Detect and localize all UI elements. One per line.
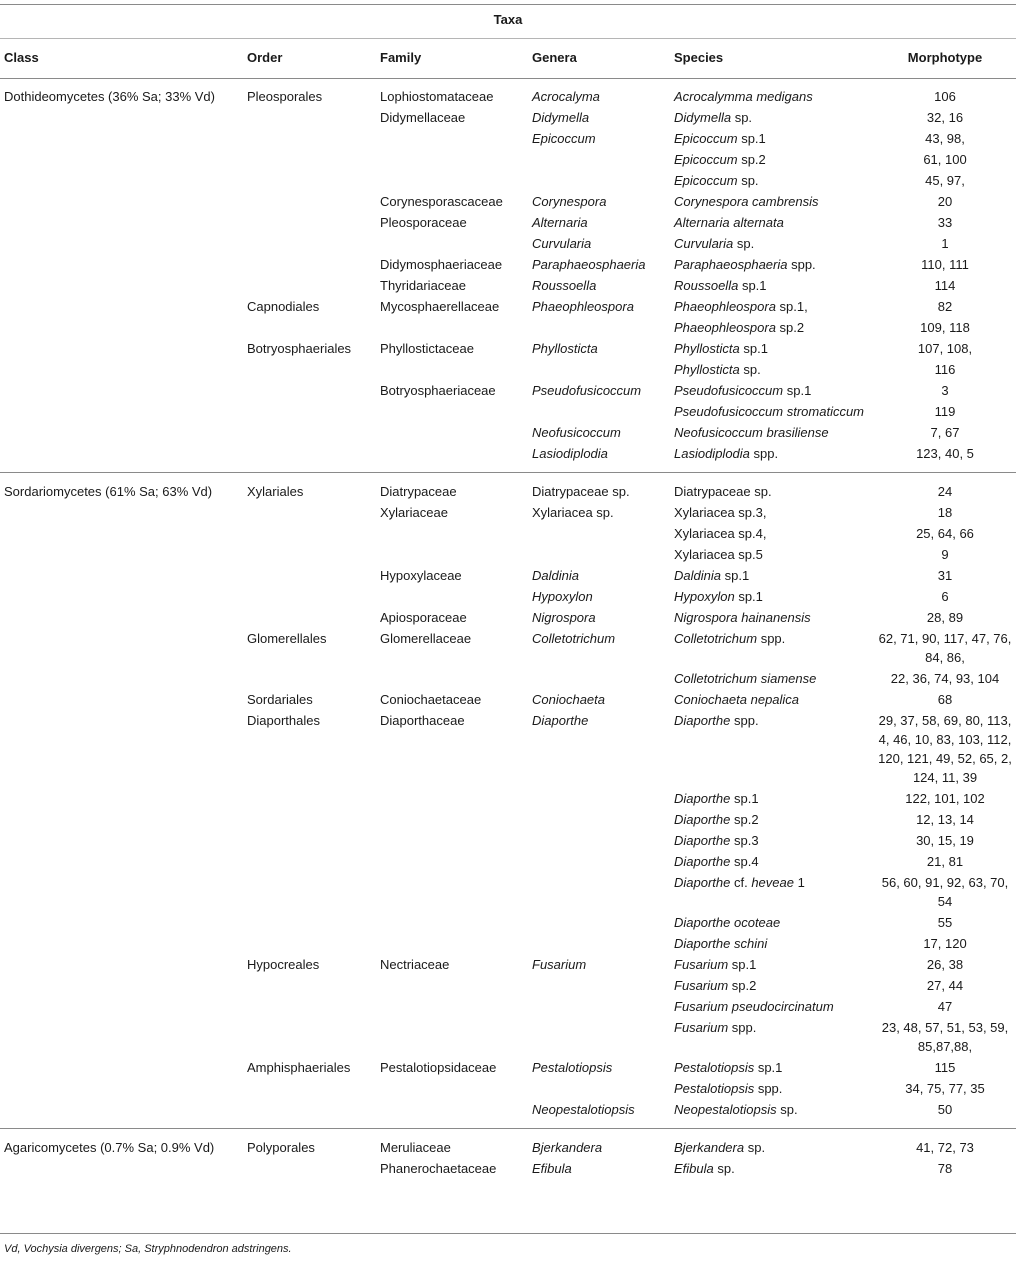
genus-cell: Phaeophleospora [532,299,634,314]
family-cell: Botryosphaeriaceae [380,383,496,398]
table-row [0,996,1016,1017]
species-cell: Hypoxylon sp.1 [674,589,763,604]
table-row [0,933,1016,954]
morphotype-cell: 62, 71, 90, 117, 47, 76, 84, 86, [878,631,1012,665]
morphotype-cell: 22, 36, 74, 93, 104 [890,671,1000,686]
species-cell: Pseudofusicoccum sp.1 [674,383,812,398]
order-cell: Capnodiales [247,299,320,314]
species-cell: Nigrospora hainanensis [674,610,811,625]
family-cell: Pestalotiopsidaceae [380,1060,497,1075]
species-cell: Diaporthe sp.4 [674,854,759,869]
table-bottom-rule [0,1233,1016,1234]
genus-cell: Pseudofusicoccum [532,383,642,398]
table-row [0,443,1016,464]
genus-cell: Efibula [532,1161,572,1176]
species-cell: Fusarium sp.1 [674,957,757,972]
species-cell: Diaporthe sp.1 [674,791,759,806]
genus-cell: Xylariacea sp. [532,505,614,520]
morphotype-cell: 33 [937,215,953,230]
morphotype-cell: 119 [934,404,956,419]
morphotype-cell: 45, 97, [925,173,965,188]
morphotype-cell: 17, 120 [923,936,967,951]
genus-cell: Alternaria [532,215,588,230]
table-row [0,170,1016,191]
morphotype-cell: 107, 108, [917,341,973,356]
family-cell: Lophiostomataceae [380,89,494,104]
species-cell: Diaporthe cf. heveae 1 [674,875,805,890]
family-cell: Apiosporaceae [380,610,467,625]
species-cell: Pestalotiopsis spp. [674,1081,783,1096]
table-row [0,1158,1016,1179]
genus-cell: Nigrospora [532,610,596,625]
order-cell: Diaporthales [247,713,320,728]
morphotype-cell: 122, 101, 102 [905,791,985,806]
species-cell: Curvularia sp. [674,236,755,251]
class-divider [0,1128,1016,1129]
morphotype-cell: 114 [934,278,956,293]
morphotype-cell: 34, 75, 77, 35 [905,1081,985,1096]
morphotype-cell: 12, 13, 14 [916,812,974,827]
species-cell: Xylariacea sp.4, [674,526,767,541]
genus-cell: Corynespora [532,194,607,209]
morphotype-cell: 47 [937,999,953,1014]
table-row [0,401,1016,422]
title-rule [0,38,1016,39]
family-cell: Xylariaceae [380,505,448,520]
morphotype-cell: 6 [941,589,949,604]
table-row [0,912,1016,933]
morphotype-cell: 7, 67 [930,425,960,440]
species-cell: Colletotrichum spp. [674,631,786,646]
morphotype-cell: 25, 64, 66 [916,526,974,541]
morphotype-cell: 110, 111 [921,257,969,272]
header-species: Species [674,50,724,65]
morphotype-cell: 109, 118 [920,320,970,335]
genus-cell: Hypoxylon [532,589,593,604]
species-cell: Acrocalymma medigans [674,89,813,104]
header-genera: Genera [532,50,577,65]
species-cell: Fusarium pseudocircinatum [674,999,834,1014]
species-cell: Colletotrichum siamense [674,671,817,686]
family-cell: Corynesporascaceae [380,194,503,209]
morphotype-cell: 106 [934,89,956,104]
genus-cell: Roussoella [532,278,597,293]
species-cell: Diaporthe sp.3 [674,833,759,848]
order-cell: Polyporales [247,1140,315,1155]
morphotype-cell: 61, 100 [923,152,967,167]
morphotype-cell: 9 [941,547,949,562]
species-cell: Phyllosticta sp. [674,362,761,377]
table-row [0,254,1016,275]
species-cell: Didymella sp. [674,110,753,125]
table-row [0,380,1016,401]
species-cell: Epicoccum sp.1 [674,131,766,146]
genus-cell: Didymella [532,110,590,125]
class-cell: Dothideomycetes (36% Sa; 33% Vd) [4,89,215,104]
order-cell: Hypocreales [247,957,320,972]
order-cell: Glomerellales [247,631,327,646]
table-row [0,1078,1016,1099]
genus-cell: Lasiodiplodia [532,446,608,461]
species-cell: Efibula sp. [674,1161,735,1176]
genus-cell: Pestalotiopsis [532,1060,613,1075]
genus-cell: Diatrypaceae sp. [532,484,630,499]
species-cell: Bjerkandera sp. [674,1140,766,1155]
morphotype-cell: 43, 98, [925,131,965,146]
order-cell: Amphisphaeriales [247,1060,351,1075]
species-cell: Epicoccum sp. [674,173,759,188]
class-cell: Sordariomycetes (61% Sa; 63% Vd) [4,484,213,499]
table-row [0,296,1016,317]
species-cell: Diaporthe ocoteae [674,915,781,930]
morphotype-cell: 1 [941,236,949,251]
class-divider [0,472,1016,473]
genus-cell: Colletotrichum [532,631,616,646]
morphotype-cell: 32, 16 [926,110,964,125]
table-row [0,788,1016,809]
genus-cell: Daldinia [532,568,579,583]
morphotype-cell: 78 [937,1161,953,1176]
species-cell: Pestalotiopsis sp.1 [674,1060,783,1075]
species-cell: Coniochaeta nepalica [674,692,800,707]
morphotype-cell: 55 [937,915,953,930]
family-cell: Glomerellaceae [380,631,472,646]
species-cell: Roussoella sp.1 [674,278,767,293]
species-cell: Fusarium spp. [674,1020,757,1035]
morphotype-cell: 28, 89 [926,610,964,625]
table-row [0,1099,1016,1120]
table-top-rule [0,4,1016,5]
table-row [0,628,1016,668]
species-cell: Pseudofusicoccum stromaticcum [674,404,865,419]
species-cell: Xylariacea sp.3, [674,505,767,520]
family-cell: Nectriaceae [380,957,450,972]
table-body [0,86,1016,1179]
table-row [0,975,1016,996]
family-cell: Didymosphaeriaceae [380,257,503,272]
table-row [0,586,1016,607]
genus-cell: Acrocalyma [532,89,600,104]
table-row [0,565,1016,586]
table-row [0,502,1016,523]
morphotype-cell: 23, 48, 57, 51, 53, 59, 85,87,88, [881,1020,1009,1054]
table-row [0,212,1016,233]
genus-cell: Bjerkandera [532,1140,603,1155]
table-row [0,191,1016,212]
family-cell: Thyridariaceae [380,278,466,293]
table-row [0,338,1016,359]
table-row [0,149,1016,170]
morphotype-cell: 41, 72, 73 [916,1140,974,1155]
morphotype-cell: 24 [937,484,953,499]
table-row [0,1057,1016,1078]
morphotype-cell: 27, 44 [926,978,964,993]
morphotype-cell: 68 [937,692,953,707]
table-row [0,359,1016,380]
genus-cell: Paraphaeosphaeria [532,257,646,272]
genus-cell: Diaporthe [532,713,589,728]
family-cell: Pleosporaceae [380,215,467,230]
table-row [0,275,1016,296]
family-cell: Mycosphaerellaceae [380,299,500,314]
morphotype-cell: 21, 81 [926,854,964,869]
table-row [0,544,1016,565]
morphotype-cell: 20 [937,194,953,209]
species-cell: Epicoccum sp.2 [674,152,766,167]
species-cell: Fusarium sp.2 [674,978,757,993]
species-cell: Diaporthe sp.2 [674,812,759,827]
order-cell: Sordariales [247,692,313,707]
table-row [0,851,1016,872]
species-cell: Corynespora cambrensis [674,194,819,209]
species-cell: Alternaria alternata [674,215,784,230]
species-cell: Xylariacea sp.5 [674,547,763,562]
table-row [0,86,1016,107]
table-row [0,872,1016,912]
header-class: Class [4,50,39,65]
header-morphotype: Morphotype [907,50,983,65]
family-cell: Diatrypaceae [380,484,457,499]
family-cell: Coniochaetaceae [380,692,482,707]
table-row [0,107,1016,128]
species-cell: Daldinia sp.1 [674,568,750,583]
order-cell: Pleosporales [247,89,323,104]
table-row [0,128,1016,149]
table-row [0,422,1016,443]
table-row [0,233,1016,254]
table-row [0,607,1016,628]
genus-cell: Coniochaeta [532,692,605,707]
species-cell: Phaeophleospora sp.1, [674,299,808,314]
morphotype-cell: 50 [937,1102,953,1117]
morphotype-cell: 3 [941,383,949,398]
family-cell: Phanerochaetaceae [380,1161,497,1176]
family-cell: Diaporthaceae [380,713,465,728]
species-cell: Neopestalotiopsis sp. [674,1102,798,1117]
header-order: Order [247,50,283,65]
table-row [0,668,1016,689]
morphotype-cell: 26, 38 [926,957,964,972]
table-row [0,689,1016,710]
table-row [0,830,1016,851]
table-row [0,523,1016,544]
genus-cell: Neopestalotiopsis [532,1102,635,1117]
genus-cell: Neofusicoccum [532,425,621,440]
species-cell: Diaporthe spp. [674,713,759,728]
family-cell: Meruliaceae [380,1140,451,1155]
table-row [0,954,1016,975]
order-cell: Botryosphaeriales [247,341,352,356]
genus-cell: Epicoccum [532,131,596,146]
table-row [0,1137,1016,1158]
morphotype-cell: 31 [937,568,953,583]
morphotype-cell: 123, 40, 5 [916,446,974,461]
species-cell: Phaeophleospora sp.2 [674,320,805,335]
table-title: Taxa [493,12,523,27]
family-cell: Didymellaceae [380,110,466,125]
class-cell: Agaricomycetes (0.7% Sa; 0.9% Vd) [4,1140,215,1155]
header-rule [0,78,1016,79]
header-family: Family [380,50,422,65]
morphotype-cell: 115 [934,1060,956,1075]
species-cell: Diatrypaceae sp. [674,484,772,499]
genus-cell: Fusarium [532,957,587,972]
species-cell: Paraphaeosphaeria spp. [674,257,816,272]
species-cell: Neofusicoccum brasiliense [674,425,829,440]
family-cell: Hypoxylaceae [380,568,462,583]
table-row [0,1017,1016,1057]
species-cell: Phyllosticta sp.1 [674,341,768,356]
species-cell: Diaporthe schini [674,936,768,951]
footnote: Vd, Vochysia divergens; Sa, Stryphnodendron adstringens. [4,1243,292,1255]
morphotype-cell: 18 [937,505,953,520]
genus-cell: Phyllosticta [532,341,598,356]
morphotype-cell: 29, 37, 58, 69, 80, 113, 4, 46, 10, 83, 103, 112, 120, 121, 49, 52, 65, 2, 124, 11, 39 [878,713,1012,785]
table-row [0,809,1016,830]
genus-cell: Curvularia [532,236,592,251]
order-cell: Xylariales [247,484,304,499]
morphotype-cell: 82 [937,299,953,314]
morphotype-cell: 30, 15, 19 [916,833,974,848]
species-cell: Lasiodiplodia spp. [674,446,779,461]
table-row [0,481,1016,502]
family-cell: Phyllostictaceae [380,341,474,356]
table-row [0,317,1016,338]
table-row [0,710,1016,788]
morphotype-cell: 116 [934,362,956,377]
morphotype-cell: 56, 60, 91, 92, 63, 70, 54 [881,875,1009,909]
